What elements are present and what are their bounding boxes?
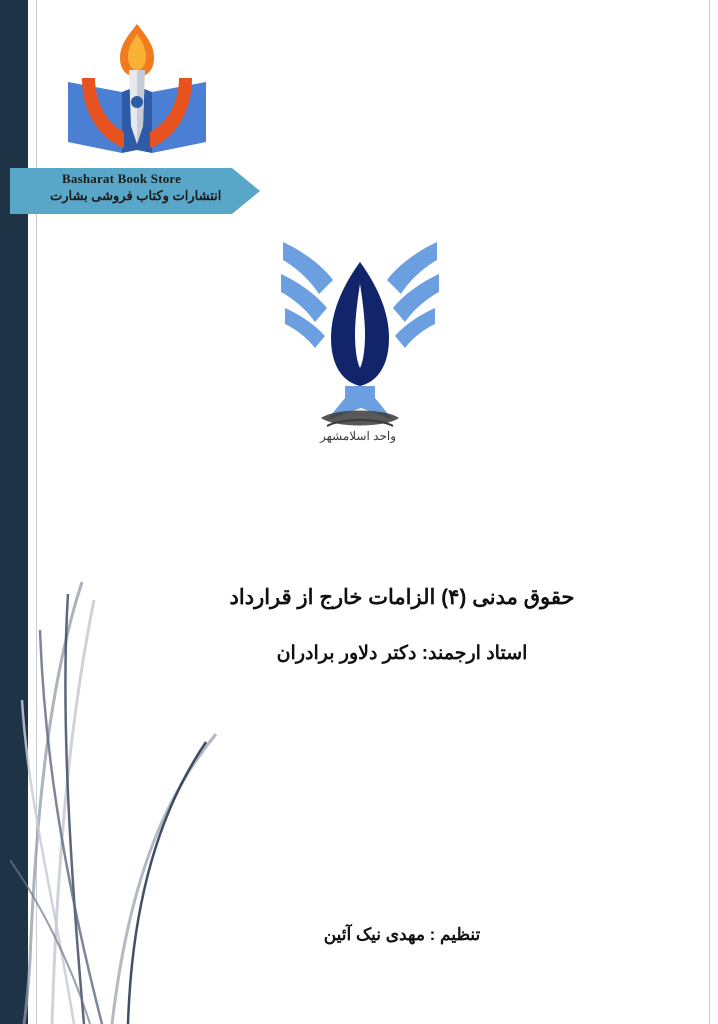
publisher-name-en: Basharat Book Store — [62, 171, 182, 186]
islamic-azad-university-emblem-icon — [275, 222, 445, 487]
title-block — [142, 582, 662, 668]
left-band-gap — [28, 0, 32, 1024]
page-title: حقوق مدنی (۴) الزامات خارج از قرارداد — [229, 586, 575, 609]
right-vertical-rule — [709, 0, 710, 1024]
publisher-name-fa: انتشارات وکتاب فروشی بشارت — [50, 188, 222, 203]
left-vertical-rule — [36, 0, 37, 1024]
author-block — [142, 925, 662, 945]
publisher-ribbon — [10, 168, 260, 214]
instructor-line: استاد ارجمند: دکتر دلاور برادران — [276, 642, 528, 664]
author-line: تنظیم : مهدی نیک آئین — [323, 925, 481, 944]
university-unit-caption: واحد اسلامشهر — [319, 429, 396, 443]
left-decorative-band — [0, 0, 28, 1024]
book-flame-pen-logo-icon — [62, 20, 212, 160]
